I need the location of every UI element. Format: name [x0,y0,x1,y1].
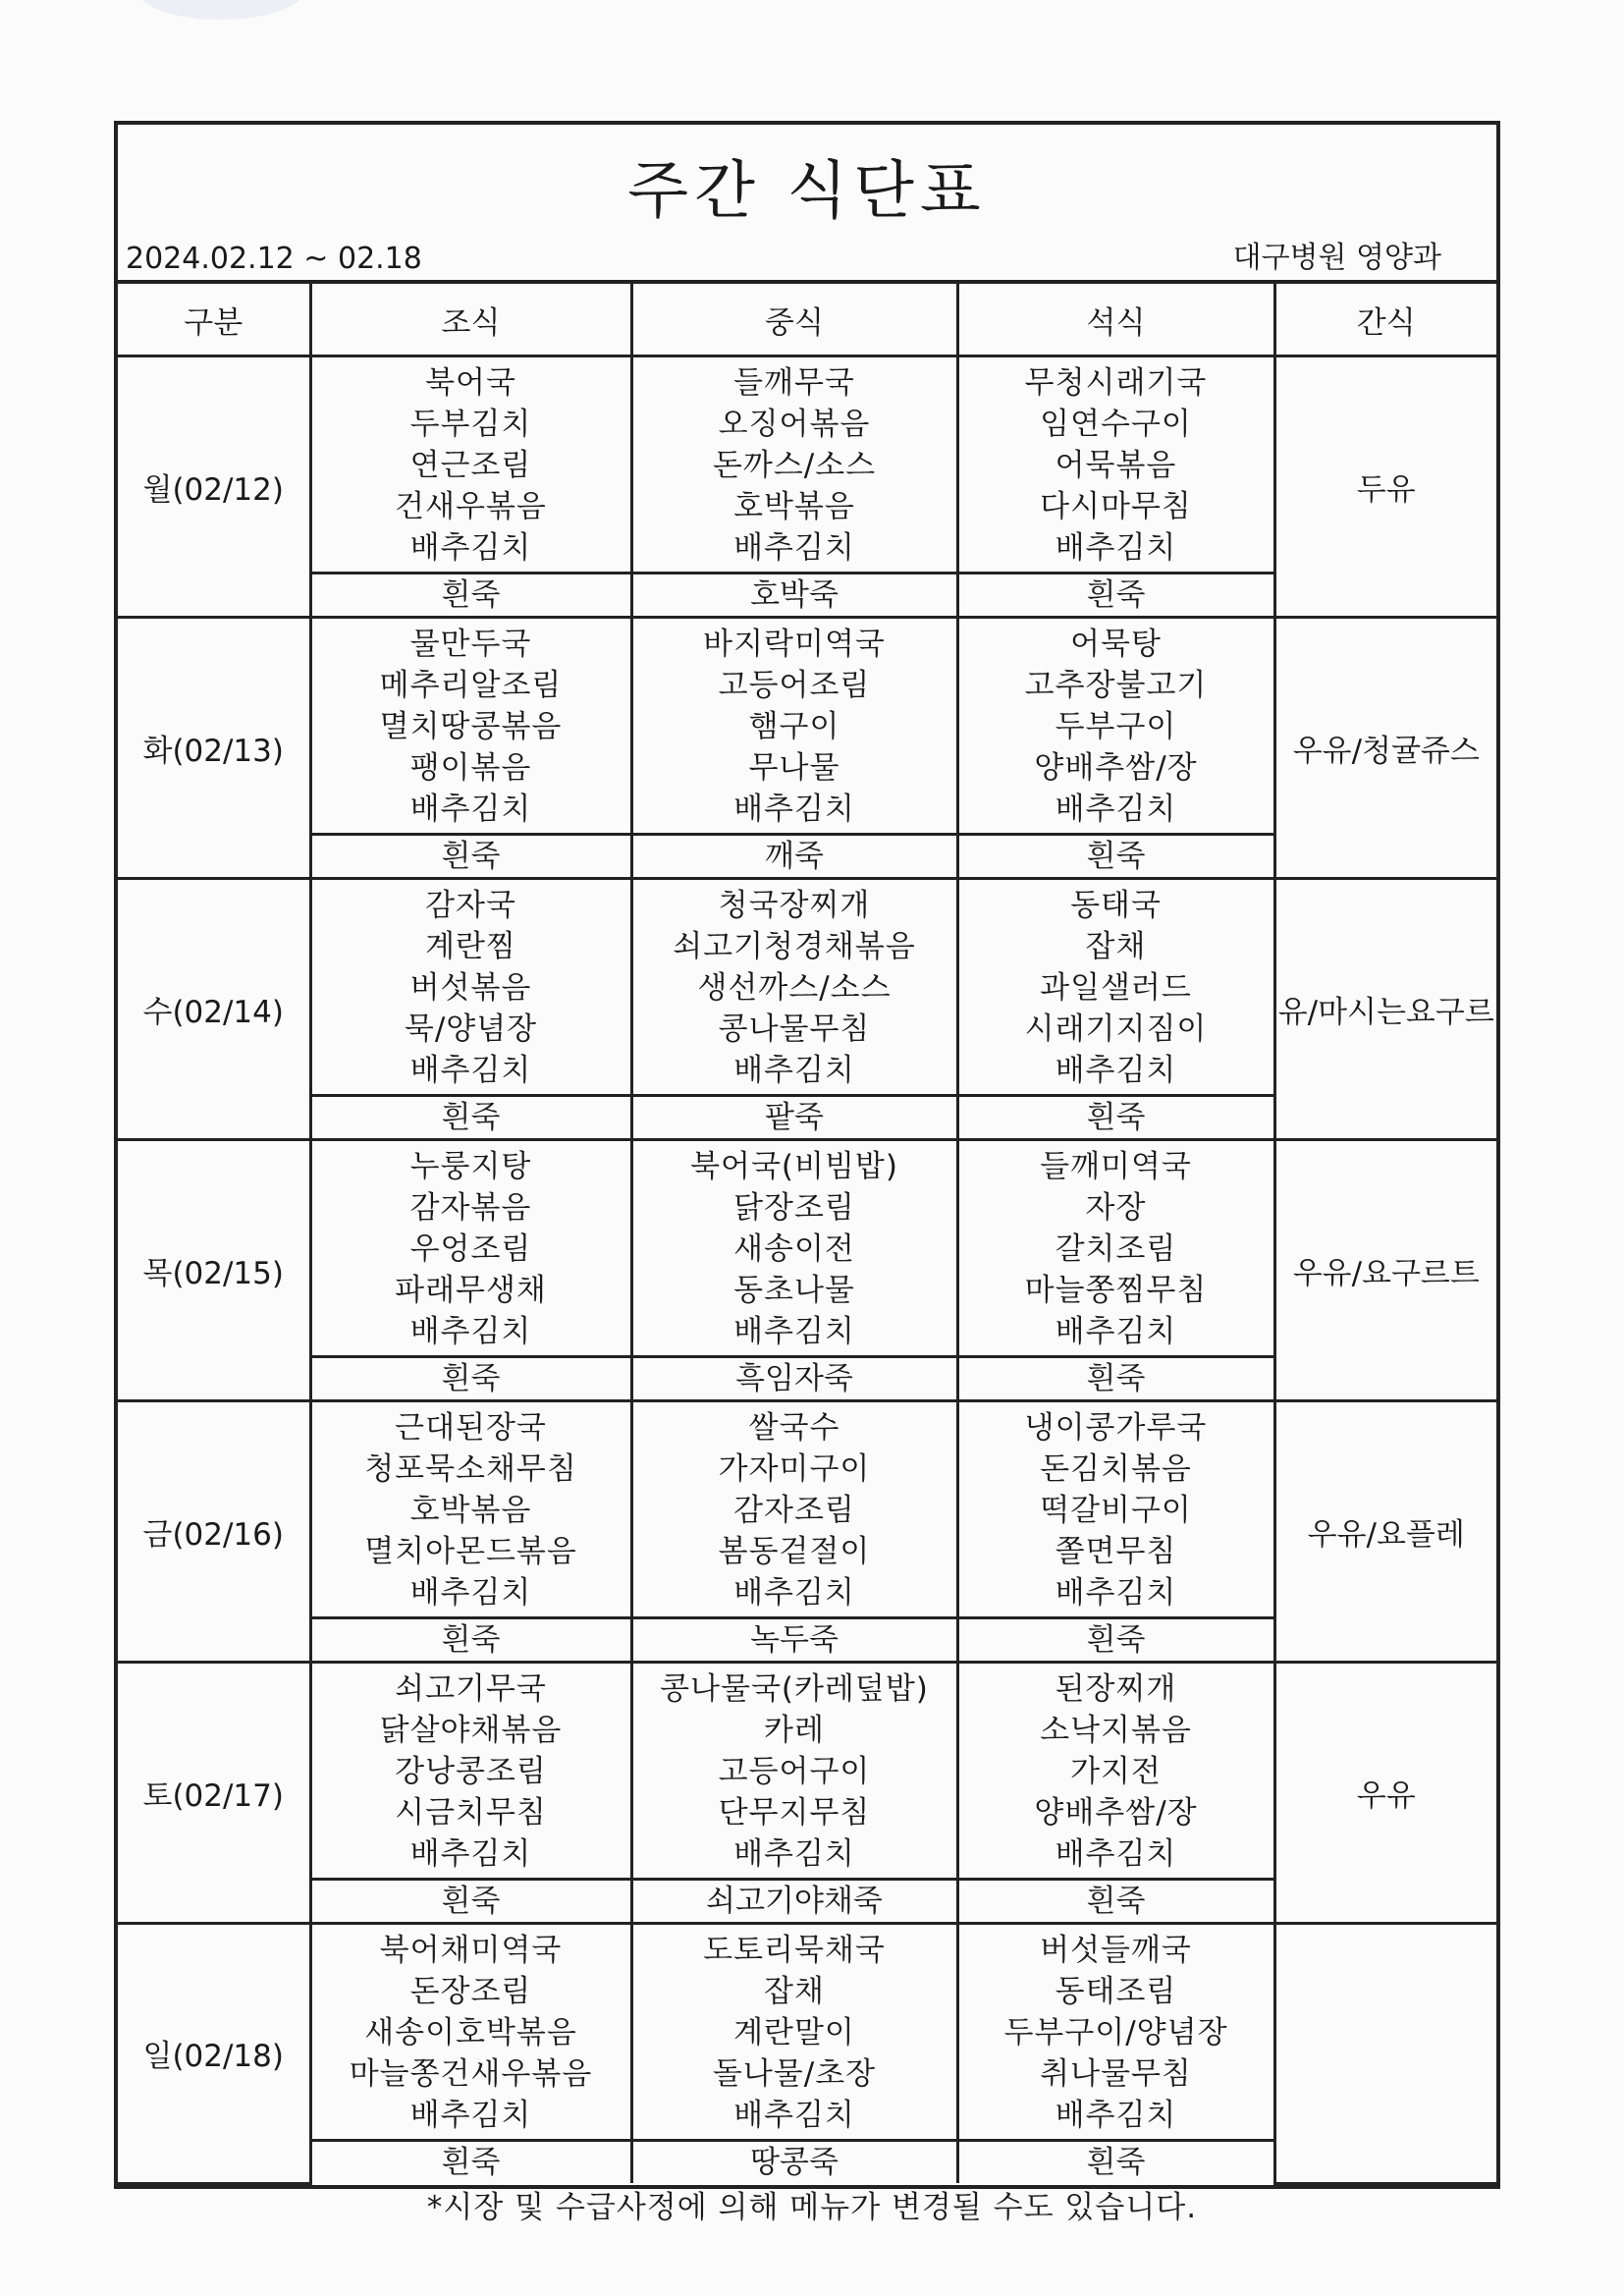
menu-item: 배추김치 [409,1314,532,1349]
dinner-menu-cell [957,1663,1274,1880]
menu-item: 배추김치 [1055,792,1177,827]
lunch-menu-cell [631,1924,957,2141]
menu-item: 들깨미역국 [1040,1149,1192,1184]
menu-item: 쫄면무침 [1055,1534,1177,1569]
menu-item: 배추김치 [409,792,532,827]
lunch-porridge: 쇠고기야채죽 [631,1880,957,1924]
lunch-porridge: 깨죽 [631,835,957,879]
menu-item: 묵/양념장 [404,1011,538,1047]
sheet-header [118,125,1496,284]
menu-item: 어묵볶음 [1055,448,1177,483]
menu-item: 콩나물국(카레덮밥) [660,1671,929,1707]
lunch-menu-cell [631,1140,957,1357]
header-category: 구분 [118,284,310,356]
lunch-menu-cell [631,1663,957,1880]
dinner-item-list [959,620,1273,832]
organization-name: 대구병원 영양과 [1232,241,1441,275]
dinner-porridge: 흰죽 [957,1618,1274,1663]
lunch-item-list [633,1926,956,2138]
menu-item: 소낙지볶음 [1040,1713,1192,1748]
table-header-row [118,284,1496,356]
menu-item: 새송이호박볶음 [364,2015,577,2050]
dinner-item-list [959,1142,1273,1354]
menu-item: 버섯볶음 [409,970,532,1006]
day-label: 화(02/13) [118,618,310,879]
day-label: 목(02/15) [118,1140,310,1401]
dinner-porridge: 흰죽 [957,1357,1274,1401]
lunch-item-list [633,1403,956,1615]
menu-item: 돈장조림 [409,1974,532,2009]
menu-item: 닭살야채볶음 [379,1713,563,1748]
day-label: 수(02/14) [118,879,310,1140]
menu-item: 들깨무국 [733,365,855,401]
menu-item: 도토리묵채국 [703,1933,886,1968]
dinner-item-list [959,358,1273,571]
dinner-item-list [959,881,1273,1093]
menu-item: 마늘쫑건새우볶음 [349,2056,593,2092]
menu-item: 양배추쌈/장 [1034,750,1198,786]
menu-item: 쇠고기무국 [395,1671,547,1707]
lunch-porridge: 녹두죽 [631,1618,957,1663]
menu-item: 물만두국 [409,627,532,662]
breakfast-item-list [312,358,630,571]
breakfast-item-list [312,620,630,832]
menu-item: 어묵탕 [1070,627,1162,662]
lunch-porridge: 땅콩죽 [631,2141,957,2184]
menu-day-row [118,1140,1496,1357]
menu-item: 돈김치볶음 [1040,1451,1192,1487]
lunch-item-list [633,620,956,832]
lunch-porridge: 팥죽 [631,1096,957,1140]
snack-cell: 우유/요플레 [1274,1401,1496,1663]
menu-item: 생선까스/소스 [697,970,892,1006]
menu-item: 호박볶음 [733,489,855,524]
menu-item: 배추김치 [1055,530,1177,566]
menu-item: 임연수구이 [1040,407,1192,442]
menu-item: 배추김치 [733,530,855,566]
menu-item: 배추김치 [1055,1836,1177,1872]
dinner-menu-cell [957,879,1274,1096]
menu-item: 냉이콩가루국 [1024,1410,1208,1446]
menu-item: 무나물 [748,750,840,786]
menu-item: 감자볶음 [409,1190,532,1226]
breakfast-item-list [312,881,630,1093]
header-lunch: 중식 [631,284,957,356]
menu-item: 닭장조림 [733,1190,855,1226]
menu-item: 가지전 [1070,1754,1162,1789]
day-label: 금(02/16) [118,1401,310,1663]
dinner-porridge: 흰죽 [957,835,1274,879]
snack-cell: 우유 [1274,1663,1496,1924]
date-range: 2024.02.12 ~ 02.18 [126,242,422,276]
paper-smudge [137,0,304,20]
menu-item: 고등어구이 [718,1754,871,1789]
menu-item: 감자국 [425,888,516,923]
breakfast-menu-cell [310,1401,631,1618]
menu-item: 감자조림 [733,1493,855,1528]
menu-item: 새송이전 [733,1231,855,1267]
breakfast-menu-cell [310,356,631,574]
menu-item: 갈치조림 [1055,1231,1177,1267]
snack-cell: 우유/요구르트 [1274,1140,1496,1401]
menu-item: 계란말이 [733,2015,855,2050]
dinner-item-list [959,1665,1273,1877]
dinner-menu-cell [957,356,1274,574]
menu-item: 가자미구이 [718,1451,871,1487]
menu-item: 과일샐러드 [1040,970,1192,1006]
menu-item: 시래기지짐이 [1024,1011,1208,1047]
menu-item: 떡갈비구이 [1040,1493,1192,1528]
footnote: *시장 및 수급사정에 의해 메뉴가 변경될 수도 있습니다. [426,2190,1198,2225]
menu-item: 우엉조림 [409,1231,532,1267]
breakfast-porridge: 흰죽 [310,2141,631,2184]
dinner-menu-cell [957,1401,1274,1618]
breakfast-item-list [312,1926,630,2138]
breakfast-menu-cell [310,1140,631,1357]
menu-item: 고등어조림 [718,668,871,703]
menu-item: 배추김치 [733,1314,855,1349]
menu-item: 카레 [764,1713,825,1748]
dinner-porridge: 흰죽 [957,574,1274,618]
menu-item: 연근조림 [409,448,532,483]
menu-day-row [118,1924,1496,2141]
menu-item: 동태국 [1070,888,1162,923]
menu-item: 무청시래기국 [1024,365,1208,401]
breakfast-porridge: 흰죽 [310,574,631,618]
menu-item: 배추김치 [409,1053,532,1088]
lunch-item-list [633,881,956,1093]
breakfast-porridge: 흰죽 [310,1880,631,1924]
menu-item: 근대된장국 [395,1410,547,1446]
menu-item: 오징어볶음 [718,407,871,442]
breakfast-porridge: 흰죽 [310,1096,631,1140]
dinner-menu-cell [957,1140,1274,1357]
menu-item: 배추김치 [733,1053,855,1088]
dinner-porridge: 흰죽 [957,2141,1274,2184]
menu-item: 햄구이 [748,709,840,744]
menu-item: 메추리알조림 [379,668,563,703]
lunch-menu-cell [631,1401,957,1618]
menu-day-row [118,879,1496,1096]
menu-item: 콩나물무침 [718,1011,871,1047]
header-breakfast: 조식 [310,284,631,356]
breakfast-menu-cell [310,879,631,1096]
menu-item: 잡채 [1085,929,1147,964]
menu-item: 자장 [1085,1190,1147,1226]
dinner-item-list [959,1403,1273,1615]
menu-item: 배추김치 [1055,2098,1177,2133]
lunch-item-list [633,358,956,571]
breakfast-porridge: 흰죽 [310,1618,631,1663]
menu-item: 된장찌개 [1055,1671,1177,1707]
menu-item: 배추김치 [733,792,855,827]
lunch-menu-cell [631,618,957,835]
menu-item: 호박볶음 [409,1493,532,1528]
snack-cell: 두유 [1274,356,1496,618]
breakfast-menu-cell [310,1924,631,2141]
menu-item: 북어국 [425,365,516,401]
dinner-porridge: 흰죽 [957,1880,1274,1924]
day-label: 월(02/12) [118,356,310,618]
menu-item: 두부김치 [409,407,532,442]
breakfast-porridge: 흰죽 [310,1357,631,1401]
menu-item: 바지락미역국 [703,627,886,662]
menu-item: 봄동겉절이 [718,1534,871,1569]
menu-item: 배추김치 [409,1836,532,1872]
menu-item: 버섯들깨국 [1040,1933,1192,1968]
menu-item: 파래무생채 [395,1273,547,1308]
menu-item: 북어국(비빔밥) [690,1149,898,1184]
menu-item: 강낭콩조림 [395,1754,547,1789]
menu-item: 고추장불고기 [1024,668,1208,703]
menu-item: 배추김치 [409,1575,532,1611]
menu-item: 동태조림 [1055,1974,1177,2009]
day-label: 토(02/17) [118,1663,310,1924]
menu-item: 두부구이/양념장 [1003,2015,1228,2050]
lunch-item-list [633,1142,956,1354]
snack-cell: 유/마시는요구르 [1274,879,1496,1140]
menu-item: 동초나물 [733,1273,855,1308]
lunch-menu-cell [631,356,957,574]
menu-item: 쇠고기청경채볶음 [673,929,916,964]
menu-item: 취나물무침 [1040,2056,1192,2092]
menu-day-row [118,618,1496,835]
lunch-item-list [633,1665,956,1877]
menu-sheet [114,121,1500,2189]
menu-item: 북어채미역국 [379,1933,563,1968]
lunch-menu-cell [631,879,957,1096]
menu-item: 멸치아몬드볶음 [364,1534,577,1569]
dinner-porridge: 흰죽 [957,1096,1274,1140]
menu-item: 잡채 [764,1974,825,2009]
menu-item: 청포묵소채무침 [364,1451,577,1487]
breakfast-menu-cell [310,618,631,835]
lunch-porridge: 호박죽 [631,574,957,618]
menu-item: 배추김치 [733,2098,855,2133]
page-title: 주간 식단표 [627,155,987,228]
header-snack: 간식 [1274,284,1496,356]
menu-item: 두부구이 [1055,709,1177,744]
breakfast-porridge: 흰죽 [310,835,631,879]
breakfast-item-list [312,1142,630,1354]
menu-day-row [118,1401,1496,1618]
menu-item: 돌나물/초장 [712,2056,877,2092]
weekly-menu-table [118,284,1496,2185]
menu-item: 배추김치 [409,530,532,566]
snack-cell [1274,1924,1496,2184]
menu-item: 누룽지탕 [409,1149,532,1184]
snack-cell: 우유/청귤쥬스 [1274,618,1496,879]
header-dinner: 석식 [957,284,1274,356]
lunch-porridge: 흑임자죽 [631,1357,957,1401]
menu-item: 계란찜 [425,929,516,964]
menu-item: 양배추쌈/장 [1034,1795,1198,1831]
menu-item: 다시마무침 [1040,489,1192,524]
menu-day-row [118,356,1496,574]
dinner-item-list [959,1926,1273,2138]
menu-item: 돈까스/소스 [712,448,877,483]
breakfast-item-list [312,1403,630,1615]
menu-item: 팽이볶음 [409,750,532,786]
menu-item: 마늘쫑찜무침 [1024,1273,1208,1308]
dinner-menu-cell [957,618,1274,835]
dinner-menu-cell [957,1924,1274,2141]
menu-item: 배추김치 [1055,1314,1177,1349]
menu-item: 건새우볶음 [395,489,547,524]
menu-item: 배추김치 [733,1836,855,1872]
menu-item: 시금치무침 [395,1795,547,1831]
day-label: 일(02/18) [118,1924,310,2184]
breakfast-item-list [312,1665,630,1877]
menu-item: 배추김치 [733,1575,855,1611]
menu-item: 단무지무침 [718,1795,871,1831]
menu-item: 배추김치 [1055,1575,1177,1611]
breakfast-menu-cell [310,1663,631,1880]
menu-day-row [118,1663,1496,1880]
menu-item: 멸치땅콩볶음 [379,709,563,744]
menu-item: 청국장찌개 [718,888,871,923]
menu-item: 배추김치 [1055,1053,1177,1088]
menu-item: 배추김치 [409,2098,532,2133]
menu-item: 쌀국수 [748,1410,840,1446]
